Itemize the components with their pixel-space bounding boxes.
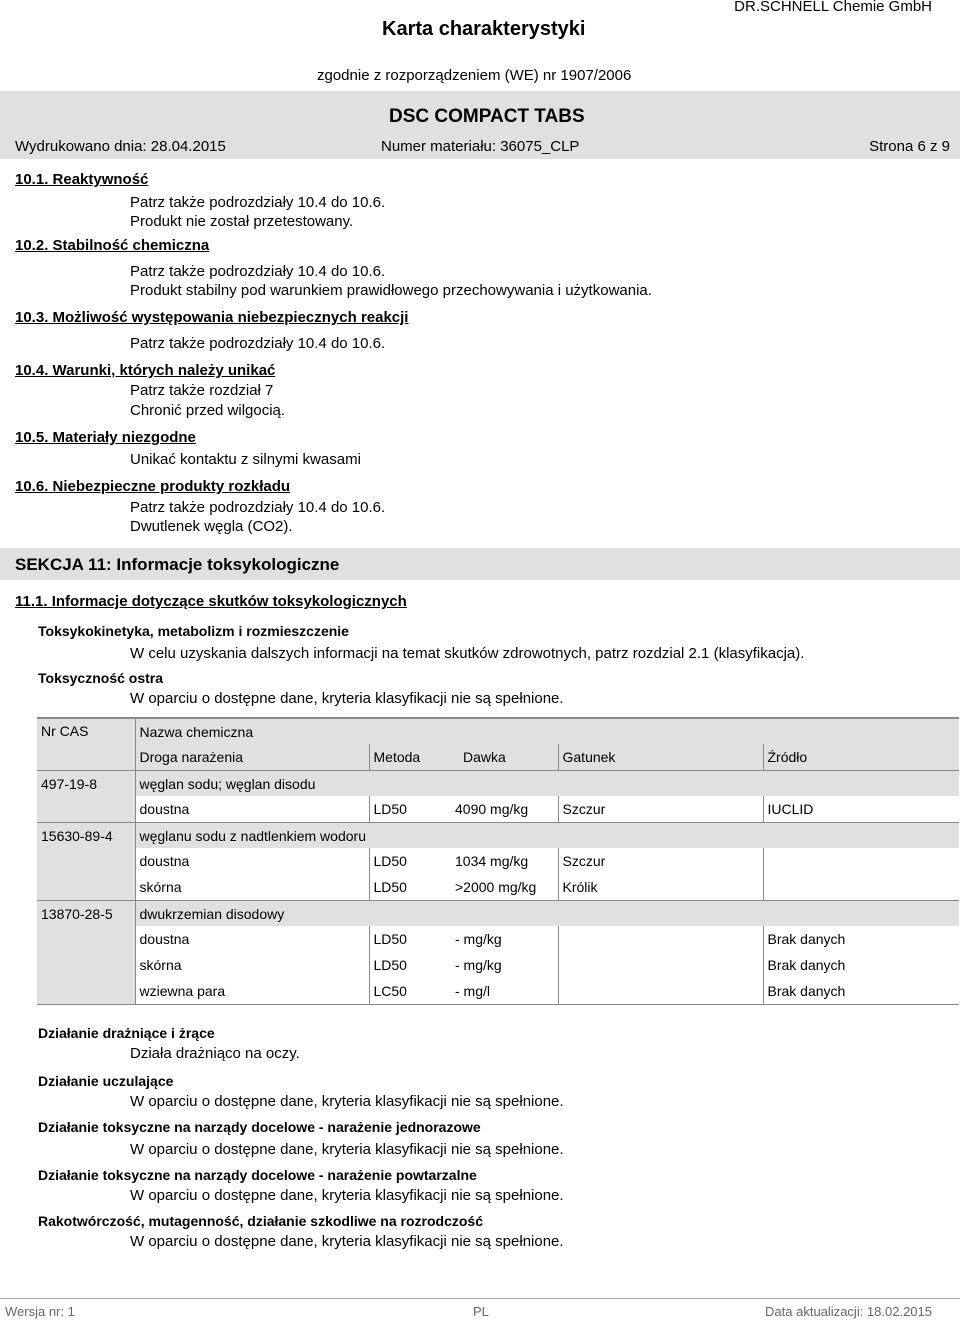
dose-cell: 1034 mg/kg — [455, 853, 529, 869]
heading-stot-repeated: Działanie toksyczne na narządy docelowe - narażenie powtarzalne — [38, 1167, 477, 1183]
species-cell: Królik — [558, 874, 763, 901]
heading-10-6: 10.6. Niebezpieczne produkty rozkładu — [15, 478, 291, 495]
acute-toxicity-table — [37, 717, 959, 1005]
table-row — [37, 874, 959, 901]
text-10-4a: Patrz także rozdział 7 — [130, 382, 274, 399]
dose-cell: - mg/l — [455, 983, 490, 999]
dose-cell: >2000 mg/kg — [455, 879, 537, 895]
method-cell: LD50 — [369, 952, 451, 978]
document-title: Karta charakterystyki — [382, 18, 586, 40]
source-cell: Brak danych — [763, 952, 959, 978]
text-10-2b: Produkt stabilny pod warunkiem prawidłowego przechowywania i użytkowania. — [130, 282, 652, 299]
heading-toxicokinetics: Toksykokinetyka, metabolizm i rozmieszczenie — [38, 623, 349, 639]
footer-update-date: Data aktualizacji: 18.02.2015 — [765, 1304, 932, 1319]
species-cell — [558, 952, 763, 978]
dose-cell: 4090 mg/kg — [455, 801, 529, 817]
method-cell: LD50 — [369, 926, 451, 952]
table-row — [37, 901, 959, 927]
route-cell: skórna — [139, 879, 182, 895]
text-10-2a: Patrz także podrozdziały 10.4 do 10.6. — [130, 263, 386, 280]
heading-10-2: 10.2. Stabilność chemiczna — [15, 237, 210, 254]
species-cell: Szczur — [558, 848, 763, 874]
text-10-3a: Patrz także podrozdziały 10.4 do 10.6. — [130, 335, 386, 352]
heading-cmr: Rakotwórczość, mutagenność, działanie szkodliwe na rozrodczość — [38, 1213, 483, 1229]
method-cell: LD50 — [369, 874, 451, 901]
method-cell: LD50 — [369, 796, 451, 823]
species-cell — [558, 926, 763, 952]
cas-number: 497-19-8 — [37, 771, 135, 823]
footer-divider — [0, 1298, 960, 1299]
col-header-cas: Nr CAS — [37, 718, 135, 771]
section-11-title: SEKCJA 11: Informacje toksykologiczne — [15, 555, 340, 574]
regulation-text: zgodnie z rozporządzeniem (WE) nr 1907/2006 — [317, 67, 632, 84]
table-row — [37, 978, 959, 1005]
text-irritation: Działa drażniąco na oczy. — [130, 1045, 300, 1062]
heading-irritation: Działanie drażniące i żrące — [38, 1025, 215, 1041]
cas-number: 13870-28-5 — [37, 901, 135, 1005]
col-header-name: Nazwa chemiczna — [139, 723, 254, 740]
text-stot-repeated: W oparciu o dostępne dane, kryteria klasyfikacji nie są spełnione. — [130, 1187, 564, 1204]
product-name: DSC COMPACT TABS — [389, 106, 585, 127]
text-10-1b: Produkt nie został przetestowany. — [130, 213, 354, 230]
heading-10-5: 10.5. Materiały niezgodne — [15, 429, 196, 446]
route-cell: doustna — [139, 853, 190, 869]
page-number: Strona 6 z 9 — [869, 138, 950, 155]
route-cell: skórna — [139, 957, 182, 973]
dose-cell: - mg/kg — [455, 931, 502, 947]
text-10-5a: Unikać kontaktu z silnymi kwasami — [130, 451, 361, 468]
table-row — [37, 771, 959, 797]
col-header-dose: Dawka — [463, 749, 506, 765]
heading-acute-toxicity: Toksyczność ostra — [38, 670, 164, 686]
source-cell — [763, 874, 959, 901]
text-acute-toxicity: W oparciu o dostępne dane, kryteria klasyfikacji nie są spełnione. — [130, 690, 564, 707]
heading-11-1: 11.1. Informacje dotyczące skutków toksykologicznych — [15, 593, 407, 610]
source-cell: Brak danych — [763, 926, 959, 952]
method-cell: LD50 — [369, 848, 451, 874]
heading-sensitisation: Działanie uczulające — [38, 1073, 174, 1089]
text-stot-single: W oparciu o dostępne dane, kryteria klasyfikacji nie są spełnione. — [130, 1141, 564, 1158]
heading-10-3: 10.3. Możliwość występowania niebezpiecznych reakcji — [15, 309, 409, 326]
text-10-6a: Patrz także podrozdziały 10.4 do 10.6. — [130, 499, 386, 516]
source-cell — [763, 848, 959, 874]
col-header-method: Metoda — [369, 744, 451, 771]
heading-stot-single: Działanie toksyczne na narządy docelowe - narażenie jednorazowe — [38, 1119, 481, 1135]
route-cell: wziewna para — [139, 983, 226, 999]
cas-number: 15630-89-4 — [37, 823, 135, 901]
table-row — [37, 796, 959, 823]
material-number: Numer materiału: 36075_CLP — [381, 138, 580, 155]
col-header-route: Droga narażenia — [139, 749, 244, 765]
table-row — [37, 823, 959, 849]
source-cell: Brak danych — [763, 978, 959, 1005]
text-10-4b: Chronić przed wilgocią. — [130, 402, 286, 419]
text-toxicokinetics: W celu uzyskania dalszych informacji na temat skutków zdrowotnych, patrz rozdzial 2.1 (klasyfikacja). — [130, 645, 805, 662]
route-cell: doustna — [139, 801, 190, 817]
chemical-name: węglanu sodu z nadtlenkiem wodoru — [135, 823, 959, 849]
col-header-source: Źródło — [763, 744, 959, 771]
col-header-species: Gatunek — [558, 744, 763, 771]
chemical-name: dwukrzemian disodowy — [135, 901, 959, 927]
table-row — [37, 926, 959, 952]
route-cell: doustna — [139, 931, 190, 947]
species-cell: Szczur — [558, 796, 763, 823]
text-10-1a: Patrz także podrozdziały 10.4 do 10.6. — [130, 194, 386, 211]
text-sensitisation: W oparciu o dostępne dane, kryteria klasyfikacji nie są spełnione. — [130, 1093, 564, 1110]
text-10-6b: Dwutlenek węgla (CO2). — [130, 518, 293, 535]
heading-10-4: 10.4. Warunki, których należy unikać — [15, 362, 276, 379]
dose-cell: - mg/kg — [455, 957, 502, 973]
heading-10-1: 10.1. Reaktywność — [15, 171, 149, 188]
source-cell: IUCLID — [763, 796, 959, 823]
text-cmr: W oparciu o dostępne dane, kryteria klasyfikacji nie są spełnione. — [130, 1233, 564, 1250]
table-row — [37, 848, 959, 874]
chemical-name: węglan sodu; węglan disodu — [135, 771, 959, 797]
company-name: DR.SCHNELL Chemie GmbH — [734, 0, 932, 15]
footer-language: PL — [473, 1304, 489, 1319]
print-date: Wydrukowano dnia: 28.04.2015 — [15, 138, 226, 155]
table-row — [37, 952, 959, 978]
method-cell: LC50 — [369, 978, 451, 1005]
footer-version: Wersja nr: 1 — [5, 1304, 75, 1319]
species-cell — [558, 978, 763, 1005]
